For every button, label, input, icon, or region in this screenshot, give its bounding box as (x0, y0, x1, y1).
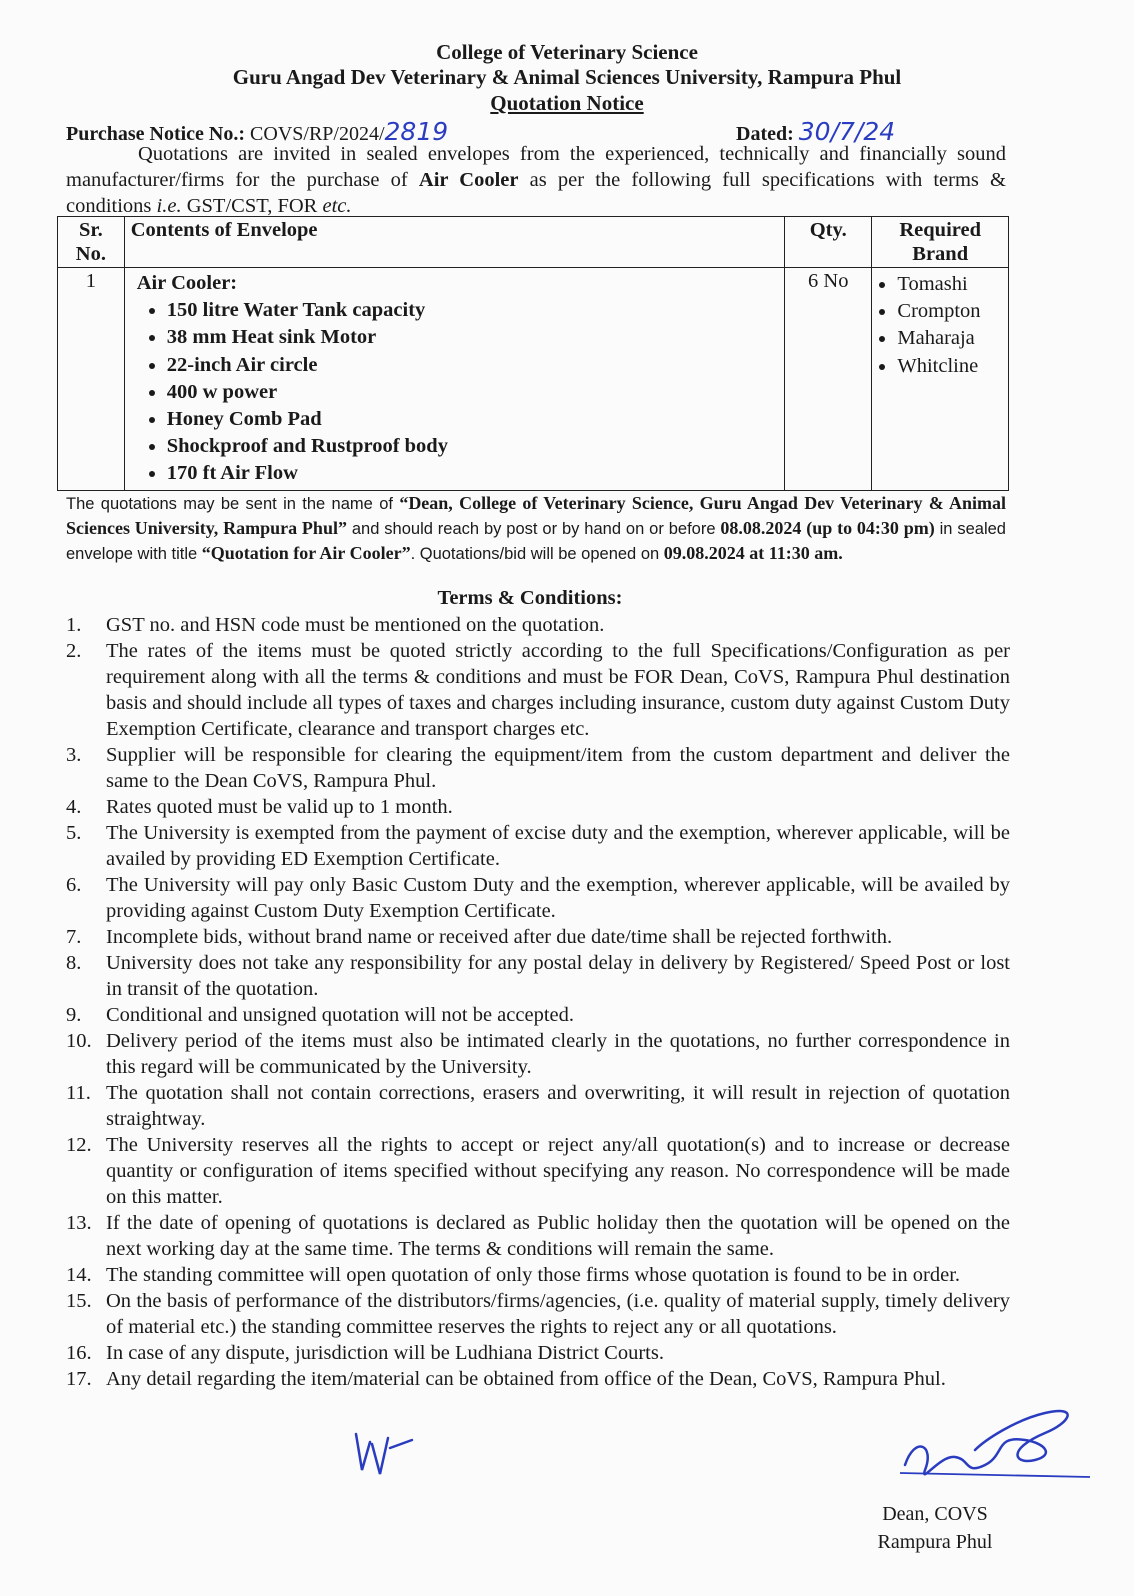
term-number: 12. (66, 1134, 92, 1156)
handwritten-initials (350, 1430, 420, 1480)
term-text: The quotation shall not contain corrections, erasers and overwriting, it will result in rejection of quotation straightway. (106, 1082, 1010, 1130)
brand-item: • Whitcline (897, 353, 1007, 380)
header-required-brand: Required Brand (872, 217, 1009, 268)
term-number: 2. (66, 640, 82, 662)
university-name: Guru Angad Dev Veterinary & Animal Sciences University, Rampura Phul (232, 65, 902, 89)
notice-number-prefix: COVS/RP/2024/ (250, 123, 385, 145)
term-text: The University will pay only Basic Custom Duty and the exemption, wherever applicable, will be availed by providing against Custom Duty Exemption Certificate. (106, 874, 1010, 922)
term-text: Incomplete bids, without brand name or received after due date/time shall be rejected forthwith. (106, 926, 893, 948)
list-item (66, 872, 1010, 924)
term-number: 8. (66, 952, 82, 974)
row-qty: 6 No (785, 268, 872, 491)
header-contents: Contents of Envelope (124, 217, 784, 268)
term-text: In case of any dispute, jurisdiction will be Ludhiana District Courts. (106, 1342, 664, 1364)
list-item (66, 950, 1010, 1002)
purchase-notice-line (66, 117, 1006, 146)
intro-etc: etc. (322, 195, 352, 217)
brand-item: • Tomashi (897, 271, 1007, 298)
term-text: Any detail regarding the item/material can be obtained from office of the Dean, CoVS, Rampura Phul. (106, 1368, 946, 1390)
submission-text: The quotations may be sent in the name of (66, 495, 400, 513)
submission-deadline: 08.08.2024 (up to 04:30 pm) (720, 518, 935, 538)
term-text: University does not take any responsibility for any postal delay in delivery by Registered/ Speed Post or lost in transit of the quotation. (106, 952, 1010, 1000)
list-item (66, 1340, 1010, 1366)
term-number: 7. (66, 926, 82, 948)
spec-list (137, 297, 772, 487)
list-item (66, 1132, 1010, 1210)
document-title: Quotation Notice (490, 91, 644, 115)
list-item (66, 1002, 1010, 1028)
list-item (66, 612, 1010, 638)
term-text: On the basis of performance of the distributors/firms/agencies, (i.e. quality of material supply, timely delivery of material etc.) the standing committee reserves the rights to reject any or all quotations. (106, 1290, 1010, 1338)
term-number: 14. (66, 1264, 92, 1286)
terms-heading: Terms & Conditions: (437, 587, 623, 609)
list-item (66, 1210, 1010, 1262)
term-number: 17. (66, 1368, 92, 1390)
notice-number-label: Purchase Notice No.: (66, 123, 246, 145)
spec-item: • 170 ft Air Flow (167, 460, 772, 487)
term-text: If the date of opening of quotations is declared as Public holiday then the quotation will be opened on the next working day at the same time. The terms & conditions will remain the same. (106, 1212, 1010, 1260)
term-text: Rates quoted must be valid up to 1 month. (106, 796, 453, 818)
term-number: 6. (66, 874, 82, 896)
spec-item: • 150 litre Water Tank capacity (167, 297, 772, 324)
brand-list (873, 269, 1007, 380)
spec-item: • Shockproof and Rustproof body (167, 433, 772, 460)
list-item (66, 742, 1010, 794)
submission-text: . Quotations/bid will be opened on (410, 545, 664, 563)
term-text: Delivery period of the items must also be intimated clearly in the quotations, no further correspondence in this regard will be communicated by the University. (106, 1030, 1010, 1078)
spec-item: • Honey Comb Pad (167, 406, 772, 433)
opening-date: 09.08.2024 at 11:30 am. (663, 543, 843, 563)
row-contents (124, 268, 784, 491)
term-number: 5. (66, 822, 82, 844)
row-sr-no: 1 (58, 268, 125, 491)
intro-text: GST/CST, FOR (181, 195, 323, 217)
spec-item: • 400 w power (167, 379, 772, 406)
signatory-location: Rampura Phul (877, 1531, 993, 1553)
college-name: College of Veterinary Science (436, 40, 698, 64)
list-item (66, 924, 1010, 950)
list-item (66, 794, 1010, 820)
term-number: 10. (66, 1030, 92, 1052)
intro-paragraph (66, 141, 1006, 219)
term-text: Conditional and unsigned quotation will not be accepted. (106, 1004, 574, 1026)
dated-label: Dated: (736, 123, 794, 145)
term-text: The University is exempted from the payment of excise duty and the exemption, wherever applicable, will be availed by providing ED Exemption Certificate. (106, 822, 1010, 870)
header-qty: Qty. (785, 217, 872, 268)
list-item (66, 820, 1010, 872)
term-number: 1. (66, 614, 82, 636)
intro-text: as per the following full specifications with terms & conditions (66, 169, 1006, 217)
header-sr-no: Sr. No. (58, 217, 125, 268)
list-item (66, 638, 1010, 742)
terms-list (66, 612, 1010, 1392)
submission-paragraph (66, 491, 1006, 566)
term-text: The University reserves all the rights to accept or reject any/all quotation(s) and to increase or decrease quantity or configuration of items specified without specifying any reason. No correspondence will be made on this matter. (106, 1134, 1010, 1208)
table-row (58, 268, 1009, 491)
submission-text: in sealed envelope with title (66, 520, 1006, 563)
row-brands (872, 268, 1009, 491)
submission-addressee: “Dean, College of Veterinary Science, Guru Angad Dev Veterinary & Animal Sciences University, Rampura Phul” (66, 493, 1006, 538)
item-title: Air Cooler: (136, 272, 238, 294)
list-item (66, 1080, 1010, 1132)
dean-signature (895, 1395, 1095, 1495)
term-number: 9. (66, 1004, 82, 1026)
term-number: 13. (66, 1212, 92, 1234)
spec-item: • 22-inch Air circle (167, 352, 772, 379)
term-number: 3. (66, 744, 82, 766)
list-item (66, 1262, 1010, 1288)
list-item (66, 1028, 1010, 1080)
term-number: 11. (66, 1082, 91, 1104)
term-text: The standing committee will open quotation of only those firms whose quotation is found to be in order. (106, 1264, 961, 1286)
term-text: GST no. and HSN code must be mentioned on the quotation. (106, 614, 605, 636)
list-item (66, 1288, 1010, 1340)
term-text: Supplier will be responsible for clearing the equipment/item from the custom department and deliver the same to the Dean CoVS, Rampura Phul. (106, 744, 1010, 792)
term-text: The rates of the items must be quoted strictly according to the full Specifications/Configuration as per requirement along with all the terms & conditions and must be FOR Dean, CoVS, Rampura Phul destination basis and should include all types of taxes and charges including insurance, custom duty against Custom Duty Exemption Certificate, clearance and transport charges etc. (106, 640, 1010, 740)
spec-item: • 38 mm Heat sink Motor (167, 324, 772, 351)
brand-item: • Crompton (897, 298, 1007, 325)
intro-item: Air Cooler (418, 169, 519, 191)
term-number: 16. (66, 1342, 92, 1364)
intro-ie: i.e. (156, 195, 182, 217)
notice-number-handwritten: 2819 (384, 117, 449, 146)
term-number: 15. (66, 1290, 92, 1312)
list-item (66, 1366, 1010, 1392)
signatory-block (870, 1500, 1000, 1556)
envelope-title: “Quotation for Air Cooler” (201, 543, 411, 563)
signatory-title: Dean, COVS (882, 1503, 988, 1525)
brand-item: • Maharaja (897, 325, 1007, 352)
dated-handwritten: 30/7/24 (798, 117, 896, 146)
term-number: 4. (66, 796, 82, 818)
intro-text: Quotations are invited in sealed envelopes from the experienced, technically and financially sound manufacturer/firms for the purchase of (66, 143, 1006, 191)
table-header-row (58, 217, 1009, 268)
specification-table (57, 216, 1009, 491)
submission-text: and should reach by post or by hand on or before (346, 520, 721, 538)
